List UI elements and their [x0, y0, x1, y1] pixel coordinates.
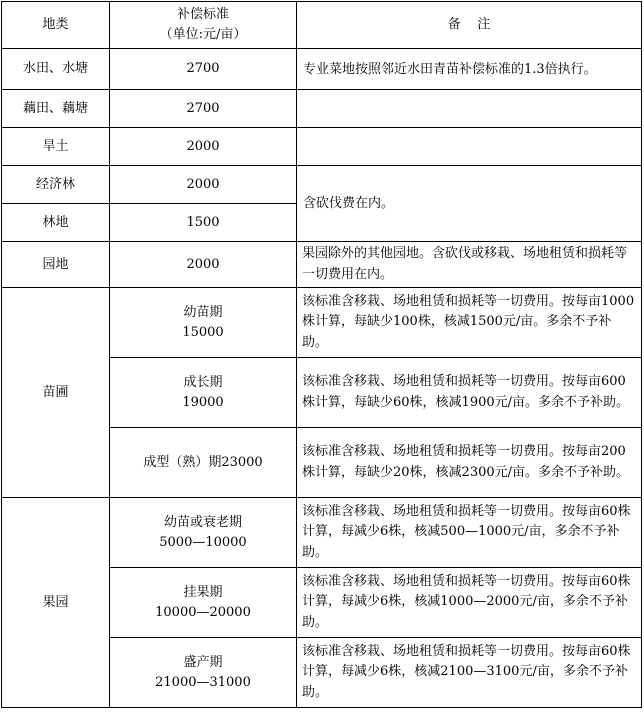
stage-cell [110, 498, 297, 568]
header-standard [110, 2, 297, 49]
standard-cell: 2000 [110, 166, 297, 204]
stage-name: 成长期 [183, 374, 223, 390]
nursery-type-cell: 苗圃 [2, 288, 110, 498]
stage-name: 幼苗或衰老期 [163, 514, 242, 530]
orchard-type-cell: 果园 [2, 498, 110, 708]
table-row [2, 288, 642, 358]
stage-value: 21000—31000 [155, 674, 251, 690]
note-cell: 该标准含移栽、场地租赁和损耗等一切费用。按每亩600株计算，每缺少60株，核减1900元/亩。多余不予补助。 [297, 358, 642, 428]
table-row [2, 90, 642, 128]
land-type-cell: 藕田、藕塘 [2, 90, 110, 128]
stage-cell [110, 288, 297, 358]
stage-cell: 成型（熟）期23000 [110, 428, 297, 498]
standard-cell: 2700 [110, 90, 297, 128]
note-cell [297, 128, 642, 166]
stage-name: 盛产期 [183, 654, 223, 670]
note-cell: 该标准含移栽、场地租赁和损耗等一切费用。按每亩60株计算，每减少6株，核减2100—3100元/亩，多余不予补助。 [297, 638, 642, 708]
table-row [2, 166, 642, 204]
stage-cell [110, 568, 297, 638]
header-land-type: 地类 [2, 2, 110, 49]
standard-cell: 2000 [110, 128, 297, 166]
standard-cell: 2700 [110, 49, 297, 90]
table-row [2, 128, 642, 166]
stage-value: 19000 [182, 394, 224, 410]
compensation-table [1, 1, 642, 708]
note-cell: 果园除外的其他园地。含砍伐或移栽、场地租赁和损耗等一切费用在内。 [297, 242, 642, 288]
table-row [2, 498, 642, 568]
table-row [2, 242, 642, 288]
stage-cell [110, 638, 297, 708]
header-note: 备 注 [297, 2, 642, 49]
header-row [2, 2, 642, 49]
note-cell [297, 90, 642, 128]
land-type-cell: 林地 [2, 204, 110, 242]
land-type-cell: 水田、水塘 [2, 49, 110, 90]
stage-value: 10000—20000 [155, 604, 251, 620]
note-cell: 专业菜地按照邻近水田青苗补偿标准的1.3倍执行。 [297, 49, 642, 90]
note-cell: 该标准含移栽、场地租赁和损耗等一切费用。按每亩60株计算，每减少6株，核减1000—2000元/亩，多余不予补助。 [297, 568, 642, 638]
table-row [2, 49, 642, 90]
standard-cell: 2000 [110, 242, 297, 288]
land-type-cell: 经济林 [2, 166, 110, 204]
stage-name: 幼苗期 [183, 304, 223, 320]
note-cell: 该标准含移栽、场地租赁和损耗等一切费用。按每亩1000株计算，每缺少100株，核减1500元/亩。多余不予补助。 [297, 288, 642, 358]
stage-cell [110, 358, 297, 428]
header-standard-line1: 补偿标准 [176, 7, 229, 22]
standard-cell: 1500 [110, 204, 297, 242]
note-cell: 该标准含移栽、场地租赁和损耗等一切费用。按每亩60株计算，每减少6株，核减500—1000元/亩，多余不予补助。 [297, 498, 642, 568]
header-standard-line2: （单位:元/亩） [159, 27, 247, 42]
stage-value: 5000—10000 [159, 534, 247, 550]
land-type-cell: 旱土 [2, 128, 110, 166]
stage-value: 15000 [182, 324, 224, 340]
note-cell: 该标准含移栽、场地租赁和损耗等一切费用。按每亩200株计算，每缺少20株，核减2300元/亩。多余不予补助。 [297, 428, 642, 498]
stage-name: 挂果期 [183, 584, 223, 600]
land-type-cell: 园地 [2, 242, 110, 288]
forest-note-cell: 含砍伐费在内。 [297, 166, 642, 242]
